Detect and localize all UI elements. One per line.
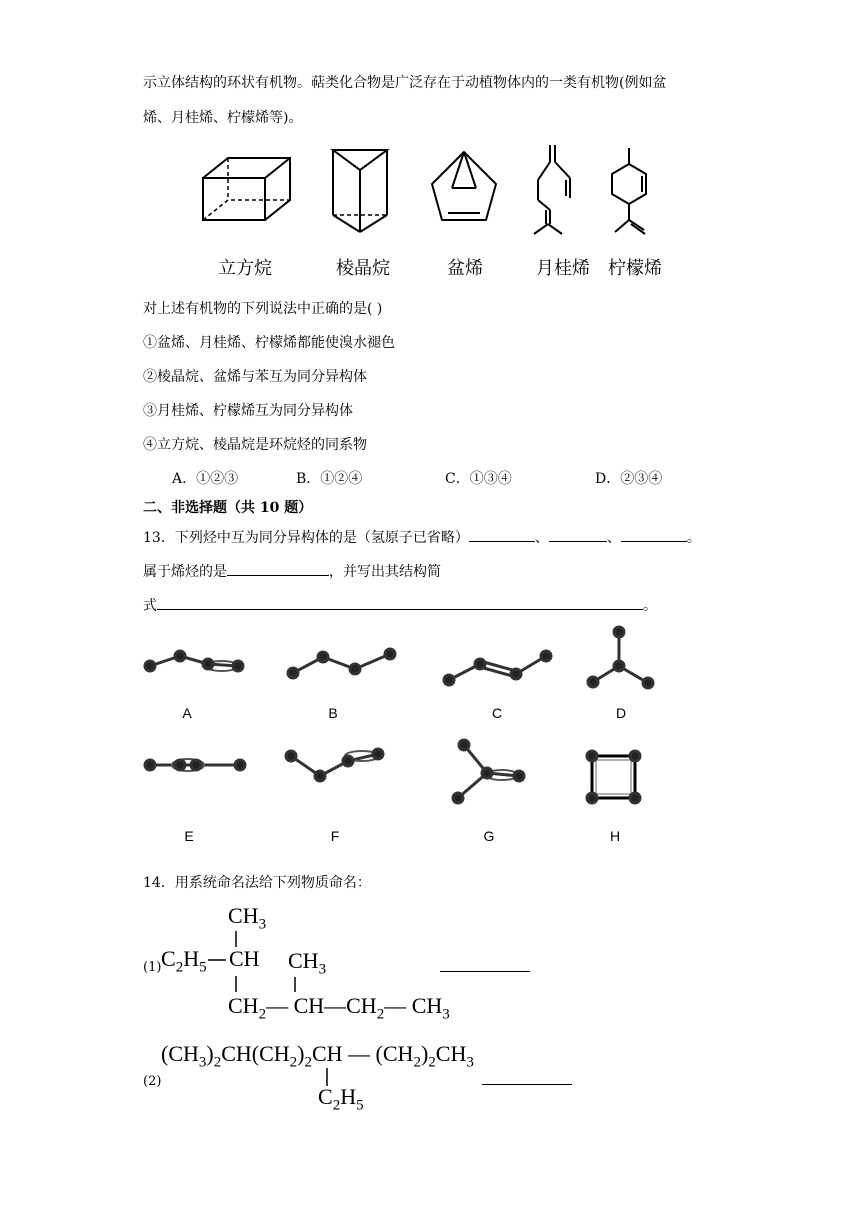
q12-option-a[interactable]: A．①②③ (172, 471, 239, 487)
caption-limonene: 柠檬烯 (608, 258, 662, 279)
s1-main-chain: $CH_2—$ $CH—CH_2—$ $CH_3$ (228, 993, 450, 1023)
s1-ch: CH (229, 946, 260, 971)
intro-line-1: 示立体结构的环状有机物。萜类化合物是广泛存在于动植物体内的一类有机物(例如盆 (143, 75, 667, 91)
label-h: H (609, 828, 621, 844)
label-e: E (184, 828, 194, 844)
q14-part-1-label: (1) (143, 960, 162, 975)
q13-stem: 13．下列烃中互为同分异构体的是（氢原子已省略） (143, 530, 469, 546)
q13-blank-3[interactable] (621, 527, 687, 542)
s2-bond (0, 1064, 860, 1104)
q13-blank-1[interactable] (469, 527, 535, 542)
q12-option-d[interactable]: D．②③④ (595, 471, 663, 487)
caption-cubane: 立方烷 (218, 258, 272, 279)
q12-statement-3: ③月桂烯、柠檬烯互为同分异构体 (143, 403, 353, 419)
s1-ch3-top: $CH_3$ (228, 903, 267, 933)
s2-c2h5: $C_2H_5$ (318, 1084, 364, 1114)
q12-statement-4: ④立方烷、棱晶烷是环烷烃的同系物 (143, 437, 367, 453)
q13-line-3 (143, 595, 657, 615)
q12-statement-2: ②棱晶烷、盆烯与苯互为同分异构体 (143, 369, 367, 385)
label-g: G (483, 828, 495, 844)
s1-c2h5: $C_2H_5$ (161, 946, 207, 976)
q13-end-1: 。 (686, 530, 701, 546)
q13-alkene-label: 属于烯烃的是 (143, 564, 227, 580)
q13-blank-2[interactable] (549, 527, 607, 542)
q13-line-2 (143, 561, 441, 581)
q14-stem: 14．用系统命名法给下列物质命名： (143, 875, 371, 891)
q12-option-c[interactable]: C．①③④ (445, 471, 512, 487)
intro-line-2: 烯、月桂烯、柠檬烯等)。 (143, 110, 303, 126)
q14-answer-1[interactable] (440, 971, 530, 972)
q13-sep-1: 、 (534, 530, 549, 546)
caption-myrcene: 月桂烯 (536, 258, 590, 279)
label-a: A (182, 705, 192, 721)
label-f: F (330, 828, 340, 844)
q13-blank-alkene[interactable] (227, 561, 329, 576)
q13-blank-formula[interactable] (157, 595, 643, 610)
q14-answer-2[interactable] (482, 1084, 572, 1085)
q14-part-2-label: (2) (143, 1074, 162, 1089)
q12-statement-1: ①盆烯、月桂烯、柠檬烯都能使溴水褪色 (143, 335, 395, 351)
label-b: B (328, 705, 338, 721)
caption-benzvalene: 盆烯 (447, 258, 483, 279)
label-d: D (615, 705, 627, 721)
q13-formula-label: 式 (143, 598, 157, 614)
q13-sep-2: 、 (606, 530, 621, 546)
q12-stem: 对上述有机物的下列说法中正确的是( ) (143, 301, 383, 317)
q13-structure-label: ，并写出其结构简 (329, 564, 441, 580)
q13-line-1 (143, 527, 701, 547)
label-c: C (491, 705, 503, 721)
s2-main-chain: $(CH_3)_2CH(CH_2)_2CH$ — $(CH_2)_2CH_3$ (161, 1041, 474, 1071)
q12-option-b[interactable]: B．①②④ (296, 471, 363, 487)
s1-bonds (0, 920, 860, 1020)
q13-end-3: 。 (643, 598, 657, 614)
s1-ch3-mid: $CH_3$ (288, 948, 327, 978)
ball-stick-models (0, 620, 860, 820)
section-heading: 二、非选择题（共 10 题） (143, 500, 313, 516)
caption-prismane: 棱晶烷 (336, 258, 390, 279)
